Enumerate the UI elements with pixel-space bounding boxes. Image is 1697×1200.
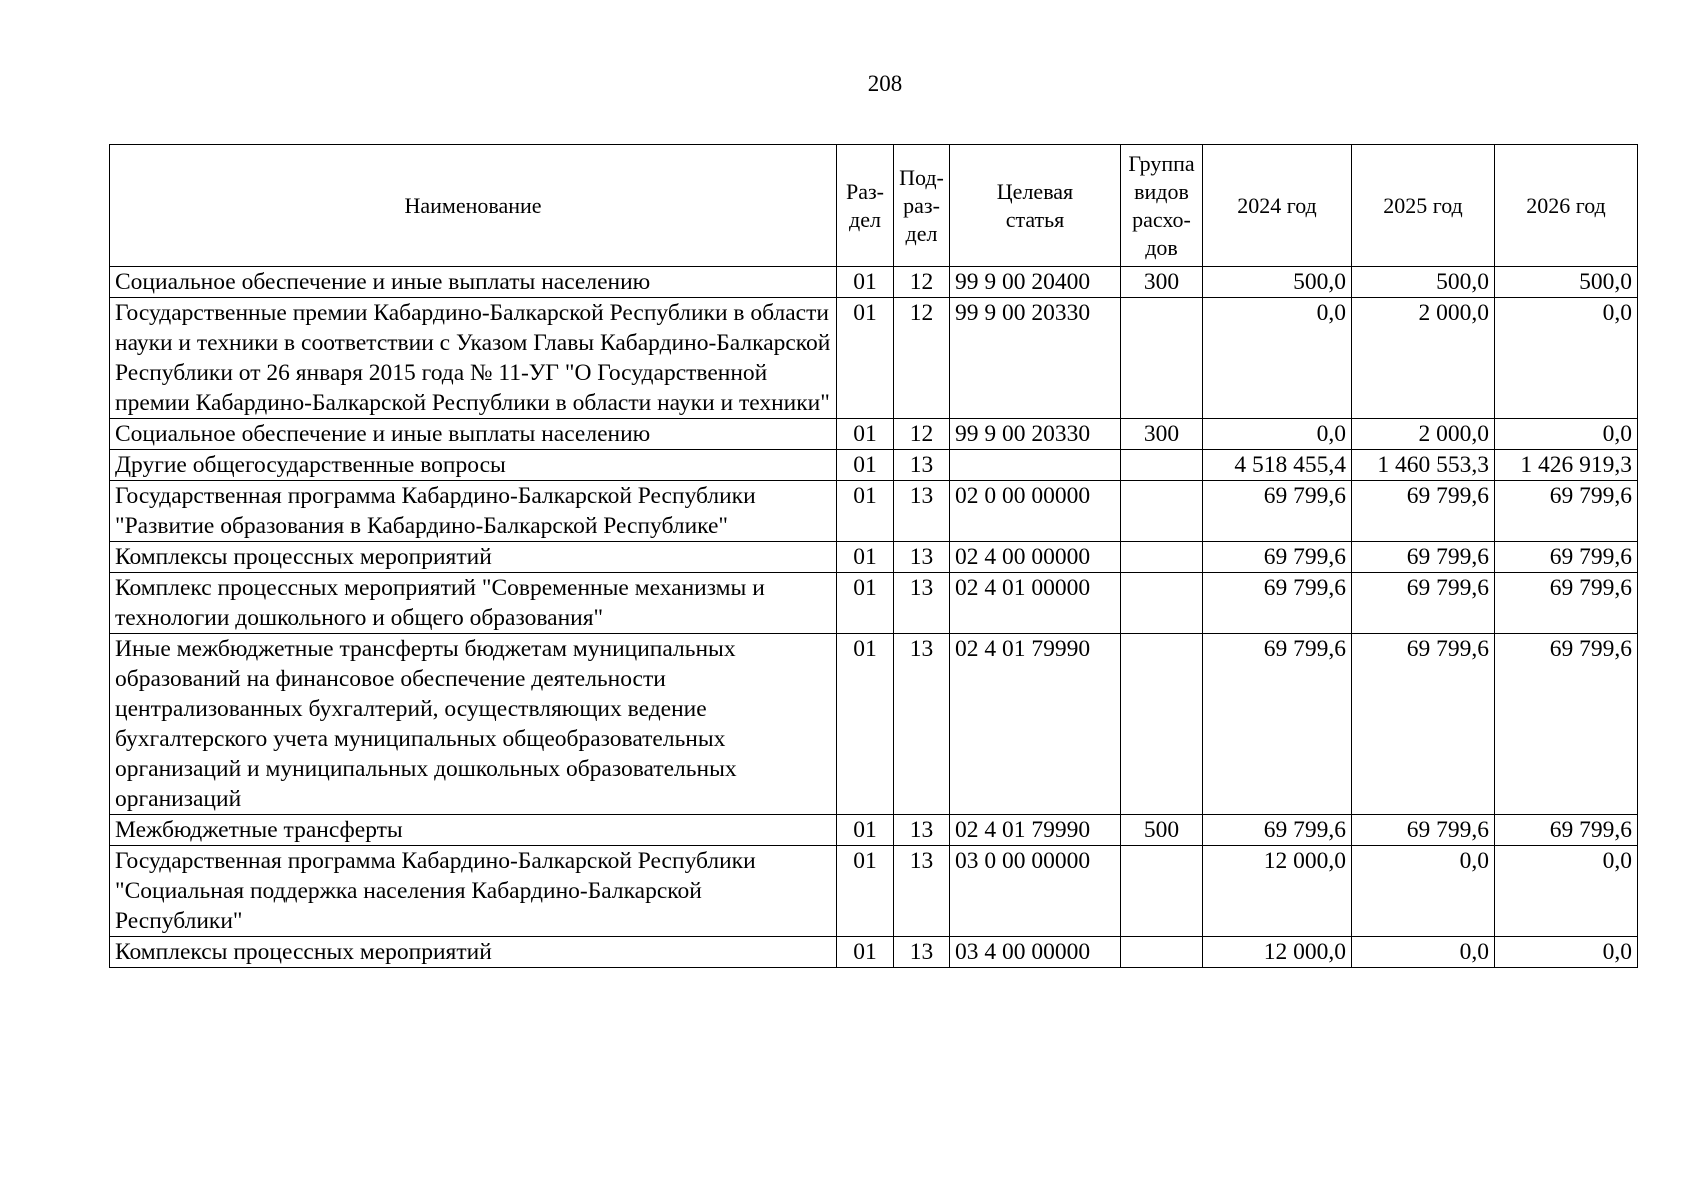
cell-2026: 69 799,6 — [1495, 542, 1638, 573]
cell-2024: 0,0 — [1203, 298, 1352, 419]
cell-razdel: 01 — [837, 267, 894, 298]
cell-2025: 69 799,6 — [1352, 542, 1495, 573]
header-2026: 2026 год — [1495, 145, 1638, 267]
cell-2026: 69 799,6 — [1495, 815, 1638, 846]
cell-target-article: 02 0 00 00000 — [950, 481, 1121, 542]
cell-expense-group: 300 — [1121, 419, 1203, 450]
cell-name: Другие общегосударственные вопросы — [110, 450, 837, 481]
table-body — [110, 267, 1638, 968]
budget-table — [109, 144, 1638, 968]
header-expense-group: Группа видов расхо- дов — [1121, 145, 1203, 267]
header-target-article: Целевая статья — [950, 145, 1121, 267]
cell-2025: 1 460 553,3 — [1352, 450, 1495, 481]
page-number: 208 — [867, 71, 903, 96]
cell-podrazdel: 13 — [894, 846, 950, 937]
cell-2024: 12 000,0 — [1203, 937, 1352, 968]
cell-podrazdel: 13 — [894, 542, 950, 573]
cell-name: Иные межбюджетные трансферты бюджетам муниципальных образований на финансовое обеспечение деятельности централизованных бухгалтерий, осуществляющих ведение бухгалтерского учета муниципальных общеобразовательных организаций и муниципальных дошкольных образовательных организаций — [110, 634, 837, 815]
cell-name: Комплекс процессных мероприятий "Современные механизмы и технологии дошкольного и общего образования" — [110, 573, 837, 634]
cell-target-article — [950, 450, 1121, 481]
cell-2026: 69 799,6 — [1495, 481, 1638, 542]
cell-2026: 0,0 — [1495, 419, 1638, 450]
cell-target-article: 99 9 00 20330 — [950, 298, 1121, 419]
cell-2024: 69 799,6 — [1203, 481, 1352, 542]
cell-name: Государственная программа Кабардино-Балкарской Республики "Развитие образования в Кабардино-Балкарской Республике" — [110, 481, 837, 542]
cell-razdel: 01 — [837, 634, 894, 815]
cell-razdel: 01 — [837, 937, 894, 968]
table-row — [110, 419, 1638, 450]
header-2025: 2025 год — [1352, 145, 1495, 267]
table-row — [110, 298, 1638, 419]
cell-target-article: 99 9 00 20400 — [950, 267, 1121, 298]
cell-razdel: 01 — [837, 298, 894, 419]
cell-2026: 0,0 — [1495, 846, 1638, 937]
cell-2026: 500,0 — [1495, 267, 1638, 298]
cell-expense-group: 500 — [1121, 815, 1203, 846]
cell-razdel: 01 — [837, 450, 894, 481]
table-header-row — [110, 145, 1638, 267]
cell-target-article: 02 4 00 00000 — [950, 542, 1121, 573]
cell-razdel: 01 — [837, 419, 894, 450]
cell-expense-group — [1121, 298, 1203, 419]
cell-2025: 500,0 — [1352, 267, 1495, 298]
table-row — [110, 542, 1638, 573]
cell-name: Социальное обеспечение и иные выплаты населению — [110, 267, 837, 298]
cell-razdel: 01 — [837, 815, 894, 846]
cell-target-article: 99 9 00 20330 — [950, 419, 1121, 450]
table-row — [110, 634, 1638, 815]
cell-podrazdel: 12 — [894, 267, 950, 298]
cell-razdel: 01 — [837, 542, 894, 573]
cell-podrazdel: 13 — [894, 573, 950, 634]
cell-name: Комплексы процессных мероприятий — [110, 542, 837, 573]
cell-name: Государственная программа Кабардино-Балкарской Республики "Социальная поддержка населения Кабардино-Балкарской Республики" — [110, 846, 837, 937]
header-name: Наименование — [110, 145, 837, 267]
cell-2025: 69 799,6 — [1352, 634, 1495, 815]
header-2024: 2024 год — [1203, 145, 1352, 267]
cell-podrazdel: 13 — [894, 937, 950, 968]
table-row — [110, 846, 1638, 937]
cell-expense-group — [1121, 573, 1203, 634]
cell-expense-group: 300 — [1121, 267, 1203, 298]
cell-2025: 69 799,6 — [1352, 815, 1495, 846]
cell-podrazdel: 12 — [894, 298, 950, 419]
cell-expense-group — [1121, 542, 1203, 573]
cell-2024: 69 799,6 — [1203, 542, 1352, 573]
cell-target-article: 03 4 00 00000 — [950, 937, 1121, 968]
cell-2024: 69 799,6 — [1203, 815, 1352, 846]
table-row — [110, 267, 1638, 298]
cell-razdel: 01 — [837, 573, 894, 634]
cell-expense-group — [1121, 846, 1203, 937]
cell-2024: 12 000,0 — [1203, 846, 1352, 937]
cell-podrazdel: 13 — [894, 634, 950, 815]
cell-expense-group — [1121, 450, 1203, 481]
cell-2026: 69 799,6 — [1495, 634, 1638, 815]
cell-podrazdel: 13 — [894, 481, 950, 542]
cell-2026: 1 426 919,3 — [1495, 450, 1638, 481]
cell-2026: 0,0 — [1495, 298, 1638, 419]
cell-2024: 4 518 455,4 — [1203, 450, 1352, 481]
table-row — [110, 481, 1638, 542]
cell-target-article: 02 4 01 79990 — [950, 634, 1121, 815]
cell-expense-group — [1121, 937, 1203, 968]
cell-name: Государственные премии Кабардино-Балкарской Республики в области науки и техники в соответствии с Указом Главы Кабардино-Балкарской Республики от 26 января 2015 года № 11-УГ "О Государственной премии Кабардино-Балкарской Республики в области науки и техники" — [110, 298, 837, 419]
cell-name: Социальное обеспечение и иные выплаты населению — [110, 419, 837, 450]
cell-razdel: 01 — [837, 846, 894, 937]
cell-target-article: 03 0 00 00000 — [950, 846, 1121, 937]
cell-2025: 0,0 — [1352, 937, 1495, 968]
cell-expense-group — [1121, 481, 1203, 542]
cell-podrazdel: 13 — [894, 450, 950, 481]
table-row — [110, 815, 1638, 846]
table-row — [110, 573, 1638, 634]
cell-name: Межбюджетные трансферты — [110, 815, 837, 846]
cell-2025: 2 000,0 — [1352, 298, 1495, 419]
cell-podrazdel: 13 — [894, 815, 950, 846]
header-razdel: Раз- дел — [837, 145, 894, 267]
cell-name: Комплексы процессных мероприятий — [110, 937, 837, 968]
cell-target-article: 02 4 01 79990 — [950, 815, 1121, 846]
cell-2026: 69 799,6 — [1495, 573, 1638, 634]
cell-2024: 500,0 — [1203, 267, 1352, 298]
cell-2024: 69 799,6 — [1203, 573, 1352, 634]
cell-2025: 2 000,0 — [1352, 419, 1495, 450]
cell-2025: 0,0 — [1352, 846, 1495, 937]
table-row — [110, 450, 1638, 481]
cell-2024: 69 799,6 — [1203, 634, 1352, 815]
cell-expense-group — [1121, 634, 1203, 815]
cell-2026: 0,0 — [1495, 937, 1638, 968]
table-row — [110, 937, 1638, 968]
cell-2024: 0,0 — [1203, 419, 1352, 450]
cell-target-article: 02 4 01 00000 — [950, 573, 1121, 634]
cell-podrazdel: 12 — [894, 419, 950, 450]
cell-razdel: 01 — [837, 481, 894, 542]
header-podrazdel: Под- раз- дел — [894, 145, 950, 267]
cell-2025: 69 799,6 — [1352, 573, 1495, 634]
cell-2025: 69 799,6 — [1352, 481, 1495, 542]
